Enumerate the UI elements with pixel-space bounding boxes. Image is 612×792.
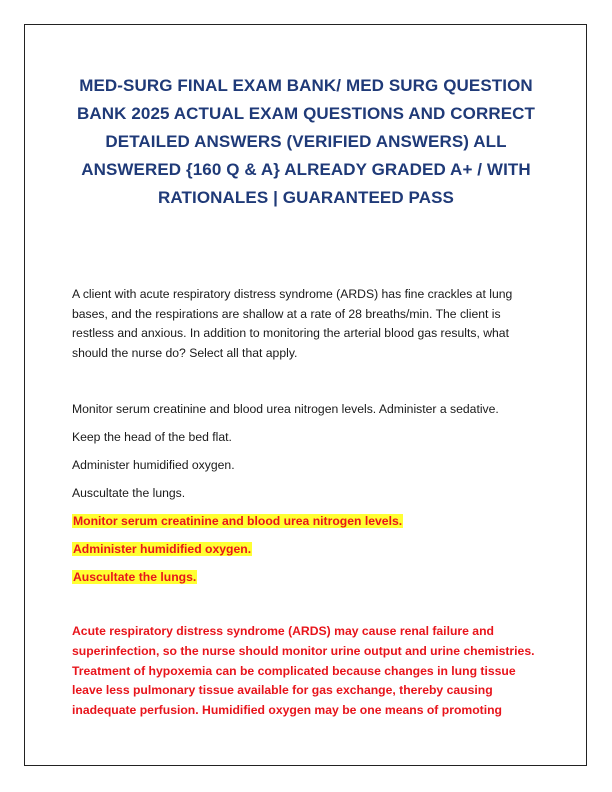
correct-answer-line [72, 512, 542, 540]
option-item: Auscultate the lungs. [72, 486, 186, 500]
correct-answer: Monitor serum creatinine and blood urea nitrogen levels. [73, 514, 403, 528]
correct-answer-line [72, 540, 542, 568]
option-item: Keep the head of the bed flat. [72, 430, 232, 444]
answer-options [72, 400, 542, 596]
rationale-text: Acute respiratory distress syndrome (ARDS) may cause renal failure and superinfection, so the nurse should monitor urine output and urine chemistries. Treatment of hypoxemia can be complicated because changes in lung tissue leave less pulmonary tissue available for gas exchange, thereby causing inadequate perfusion. Humidified oxygen may be one means of promoting [72, 624, 535, 718]
correct-answer-line [72, 568, 542, 596]
document-title: MED-SURG FINAL EXAM BANK/ MED SURG QUESTION BANK 2025 ACTUAL EXAM QUESTIONS AND CORRECT DETAILED ANSWERS (VERIFIED ANSWERS) ALL ANSWERED {160 Q & A} ALREADY GRADED A+ / WITH RATIONALES | GUARANTEED PASS [77, 76, 535, 207]
question-text: A client with acute respiratory distress syndrome (ARDS) has fine crackles at lung bases, and the respirations are shallow at a rate of 28 breaths/min. The client is restless and anxious. In addition to monitoring the arterial blood gas results, what should the nurse do? Select all that apply. [72, 287, 513, 360]
option-item: Administer humidified oxygen. [72, 458, 235, 472]
correct-answer: Auscultate the lungs. [73, 570, 197, 584]
option-item: Monitor serum creatinine and blood urea nitrogen levels. Administer a sedative. [72, 402, 499, 416]
correct-answer: Administer humidified oxygen. [73, 542, 252, 556]
